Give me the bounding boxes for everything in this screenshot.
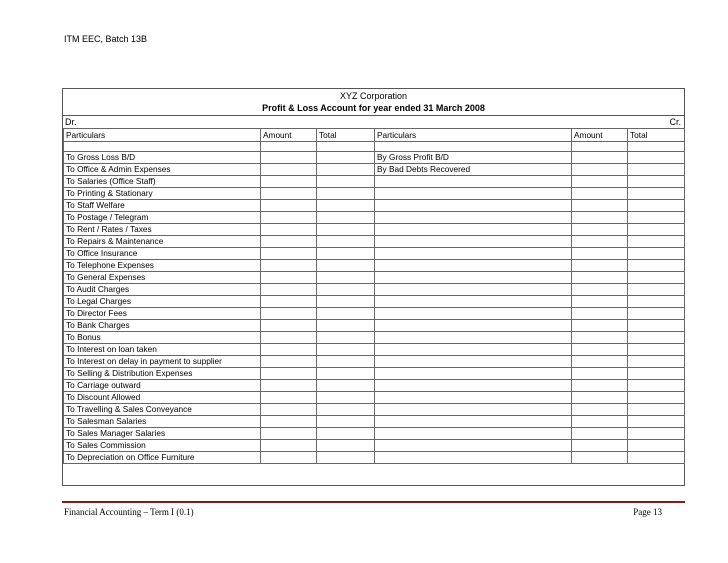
total-cr-cell: [628, 236, 685, 248]
table-row: [64, 368, 685, 380]
column-header-particulars-dr: Particulars: [64, 129, 261, 142]
total-cr-cell: [628, 272, 685, 284]
amount-cr-cell: [572, 164, 628, 176]
total-cr-cell: [628, 428, 685, 440]
table-row: [64, 188, 685, 200]
amount-dr-cell: [261, 284, 317, 296]
footer-course: Financial Accounting – Term I (0.1): [64, 507, 194, 517]
particulars-cr-cell: [375, 200, 572, 212]
total-dr-cell: [317, 152, 375, 164]
dr-cr-row: [63, 115, 684, 128]
amount-cr-cell: [572, 416, 628, 428]
particulars-cr-cell: [375, 368, 572, 380]
total-cr-cell: [628, 308, 685, 320]
amount-cr-cell: [572, 272, 628, 284]
amount-cr-cell: [572, 260, 628, 272]
particulars-dr-cell: To Director Fees: [64, 308, 261, 320]
amount-dr-cell: [261, 368, 317, 380]
total-cr-cell: [628, 164, 685, 176]
company-name: XYZ Corporation: [339, 91, 408, 101]
particulars-cr-cell: [375, 320, 572, 332]
total-dr-cell: [317, 440, 375, 452]
particulars-cr-cell: By Gross Profit B/D: [375, 152, 572, 164]
amount-dr-cell: [261, 152, 317, 164]
particulars-cr-cell: [375, 416, 572, 428]
particulars-cr-cell: [375, 428, 572, 440]
particulars-dr-cell: To Rent / Rates / Taxes: [64, 224, 261, 236]
amount-cr-cell: [572, 236, 628, 248]
table-row: [64, 428, 685, 440]
particulars-dr-cell: To Telephone Expenses: [64, 260, 261, 272]
amount-dr-cell: [261, 272, 317, 284]
particulars-cr-cell: [375, 308, 572, 320]
particulars-dr-cell: To Audit Charges: [64, 284, 261, 296]
amount-cr-cell: [572, 380, 628, 392]
table-row: [64, 452, 685, 464]
total-dr-cell: [317, 212, 375, 224]
amount-dr-cell: [261, 308, 317, 320]
particulars-dr-cell: To Repairs & Maintenance: [64, 236, 261, 248]
spacer-row: [64, 142, 685, 152]
total-dr-cell: [317, 368, 375, 380]
particulars-dr-cell: To Printing & Stationary: [64, 188, 261, 200]
total-dr-cell: [317, 332, 375, 344]
particulars-dr-cell: To Travelling & Sales Conveyance: [64, 404, 261, 416]
total-cr-cell: [628, 392, 685, 404]
amount-cr-cell: [572, 224, 628, 236]
table-row: [64, 320, 685, 332]
total-cr-cell: [628, 260, 685, 272]
amount-cr-cell: [572, 248, 628, 260]
amount-cr-cell: [572, 212, 628, 224]
particulars-cr-cell: [375, 356, 572, 368]
table-row: [64, 248, 685, 260]
amount-dr-cell: [261, 248, 317, 260]
total-dr-cell: [317, 164, 375, 176]
total-cr-cell: [628, 368, 685, 380]
total-dr-cell: [317, 308, 375, 320]
total-dr-cell: [317, 416, 375, 428]
total-cr-cell: [628, 212, 685, 224]
amount-cr-cell: [572, 440, 628, 452]
total-dr-cell: [317, 236, 375, 248]
table-row: [64, 404, 685, 416]
column-header-total-dr: Total: [317, 129, 375, 142]
particulars-cr-cell: By Bad Debts Recovered: [375, 164, 572, 176]
particulars-cr-cell: [375, 344, 572, 356]
table-row: [64, 308, 685, 320]
particulars-cr-cell: [375, 296, 572, 308]
total-cr-cell: [628, 332, 685, 344]
amount-cr-cell: [572, 332, 628, 344]
amount-dr-cell: [261, 236, 317, 248]
table-row: [64, 332, 685, 344]
column-header-amount-dr: Amount: [261, 129, 317, 142]
statement-title: Profit & Loss Account for year ended 31 March 2008: [262, 103, 485, 113]
particulars-dr-cell: To Sales Commission: [64, 440, 261, 452]
table-row: [64, 224, 685, 236]
column-header-row: [64, 129, 685, 142]
amount-dr-cell: [261, 212, 317, 224]
column-header-total-cr: Total: [628, 129, 685, 142]
table-row: [64, 296, 685, 308]
total-cr-cell: [628, 188, 685, 200]
amount-cr-cell: [572, 356, 628, 368]
empty-cell: [572, 142, 628, 152]
amount-cr-cell: [572, 296, 628, 308]
amount-dr-cell: [261, 164, 317, 176]
total-cr-cell: [628, 380, 685, 392]
total-cr-cell: [628, 452, 685, 464]
credit-label: Cr.: [669, 117, 681, 127]
total-dr-cell: [317, 452, 375, 464]
total-dr-cell: [317, 224, 375, 236]
table-row: [64, 260, 685, 272]
total-dr-cell: [317, 344, 375, 356]
empty-cell: [317, 142, 375, 152]
total-dr-cell: [317, 284, 375, 296]
table-row: [64, 236, 685, 248]
amount-cr-cell: [572, 176, 628, 188]
particulars-cr-cell: [375, 392, 572, 404]
table-row: [64, 152, 685, 164]
total-dr-cell: [317, 380, 375, 392]
particulars-dr-cell: To Sales Manager Salaries: [64, 428, 261, 440]
amount-dr-cell: [261, 392, 317, 404]
total-cr-cell: [628, 320, 685, 332]
total-dr-cell: [317, 356, 375, 368]
amount-dr-cell: [261, 428, 317, 440]
amount-dr-cell: [261, 224, 317, 236]
particulars-dr-cell: To Office & Admin Expenses: [64, 164, 261, 176]
particulars-dr-cell: To Bank Charges: [64, 320, 261, 332]
table-row: [64, 200, 685, 212]
amount-cr-cell: [572, 152, 628, 164]
page-header: ITM EEC, Batch 13B: [64, 34, 148, 44]
debit-label: Dr.: [65, 117, 77, 127]
particulars-dr-cell: To Bonus: [64, 332, 261, 344]
particulars-dr-cell: To Depreciation on Office Furniture: [64, 452, 261, 464]
total-dr-cell: [317, 272, 375, 284]
particulars-dr-cell: To Interest on loan taken: [64, 344, 261, 356]
amount-dr-cell: [261, 416, 317, 428]
particulars-cr-cell: [375, 260, 572, 272]
particulars-dr-cell: To Office Insurance: [64, 248, 261, 260]
amount-cr-cell: [572, 368, 628, 380]
total-dr-cell: [317, 296, 375, 308]
particulars-dr-cell: To Gross Loss B/D: [64, 152, 261, 164]
table-row: [64, 176, 685, 188]
particulars-cr-cell: [375, 248, 572, 260]
particulars-cr-cell: [375, 212, 572, 224]
amount-cr-cell: [572, 452, 628, 464]
amount-dr-cell: [261, 452, 317, 464]
total-dr-cell: [317, 260, 375, 272]
total-cr-cell: [628, 356, 685, 368]
table-row: [64, 272, 685, 284]
particulars-cr-cell: [375, 332, 572, 344]
amount-cr-cell: [572, 188, 628, 200]
total-cr-cell: [628, 200, 685, 212]
column-header-particulars-cr: Particulars: [375, 129, 572, 142]
particulars-dr-cell: To Staff Welfare: [64, 200, 261, 212]
total-cr-cell: [628, 284, 685, 296]
particulars-cr-cell: [375, 224, 572, 236]
particulars-dr-cell: To Postage / Telegram: [64, 212, 261, 224]
amount-dr-cell: [261, 356, 317, 368]
total-cr-cell: [628, 248, 685, 260]
particulars-cr-cell: [375, 236, 572, 248]
table-row: [64, 284, 685, 296]
empty-cell: [261, 142, 317, 152]
amount-cr-cell: [572, 200, 628, 212]
total-dr-cell: [317, 176, 375, 188]
empty-cell: [375, 142, 572, 152]
table-row: [64, 440, 685, 452]
amount-cr-cell: [572, 320, 628, 332]
particulars-dr-cell: To Discount Allowed: [64, 392, 261, 404]
particulars-dr-cell: To Salaries (Office Staff): [64, 176, 261, 188]
table-row: [64, 380, 685, 392]
amount-dr-cell: [261, 188, 317, 200]
particulars-dr-cell: To General Expenses: [64, 272, 261, 284]
total-dr-cell: [317, 248, 375, 260]
footer-page-number: Page 13: [633, 507, 662, 517]
empty-cell: [628, 142, 685, 152]
amount-cr-cell: [572, 284, 628, 296]
particulars-cr-cell: [375, 452, 572, 464]
amount-dr-cell: [261, 344, 317, 356]
footer-rule: [62, 501, 685, 503]
particulars-dr-cell: To Legal Charges: [64, 296, 261, 308]
table-row: [64, 392, 685, 404]
column-header-amount-cr: Amount: [572, 129, 628, 142]
ledger-table: [63, 128, 685, 464]
total-cr-cell: [628, 416, 685, 428]
particulars-dr-cell: To Interest on delay in payment to supplier: [64, 356, 261, 368]
total-cr-cell: [628, 440, 685, 452]
total-dr-cell: [317, 188, 375, 200]
amount-dr-cell: [261, 176, 317, 188]
particulars-cr-cell: [375, 380, 572, 392]
amount-cr-cell: [572, 392, 628, 404]
table-row: [64, 356, 685, 368]
particulars-cr-cell: [375, 272, 572, 284]
amount-dr-cell: [261, 380, 317, 392]
particulars-dr-cell: To Salesman Salaries: [64, 416, 261, 428]
total-dr-cell: [317, 428, 375, 440]
amount-dr-cell: [261, 200, 317, 212]
total-dr-cell: [317, 392, 375, 404]
table-row: [64, 164, 685, 176]
amount-dr-cell: [261, 440, 317, 452]
amount-cr-cell: [572, 428, 628, 440]
total-cr-cell: [628, 152, 685, 164]
particulars-cr-cell: [375, 284, 572, 296]
particulars-cr-cell: [375, 188, 572, 200]
amount-dr-cell: [261, 404, 317, 416]
particulars-dr-cell: To Carriage outward: [64, 380, 261, 392]
total-dr-cell: [317, 320, 375, 332]
amount-cr-cell: [572, 308, 628, 320]
profit-loss-sheet: [62, 88, 685, 486]
table-row: [64, 212, 685, 224]
amount-dr-cell: [261, 260, 317, 272]
total-cr-cell: [628, 344, 685, 356]
total-cr-cell: [628, 296, 685, 308]
total-cr-cell: [628, 404, 685, 416]
amount-dr-cell: [261, 320, 317, 332]
particulars-dr-cell: To Selling & Distribution Expenses: [64, 368, 261, 380]
amount-cr-cell: [572, 344, 628, 356]
total-dr-cell: [317, 404, 375, 416]
total-dr-cell: [317, 200, 375, 212]
amount-cr-cell: [572, 404, 628, 416]
particulars-cr-cell: [375, 176, 572, 188]
total-cr-cell: [628, 176, 685, 188]
table-row: [64, 416, 685, 428]
table-row: [64, 344, 685, 356]
amount-dr-cell: [261, 332, 317, 344]
particulars-cr-cell: [375, 404, 572, 416]
empty-cell: [64, 142, 261, 152]
amount-dr-cell: [261, 296, 317, 308]
total-cr-cell: [628, 224, 685, 236]
particulars-cr-cell: [375, 440, 572, 452]
